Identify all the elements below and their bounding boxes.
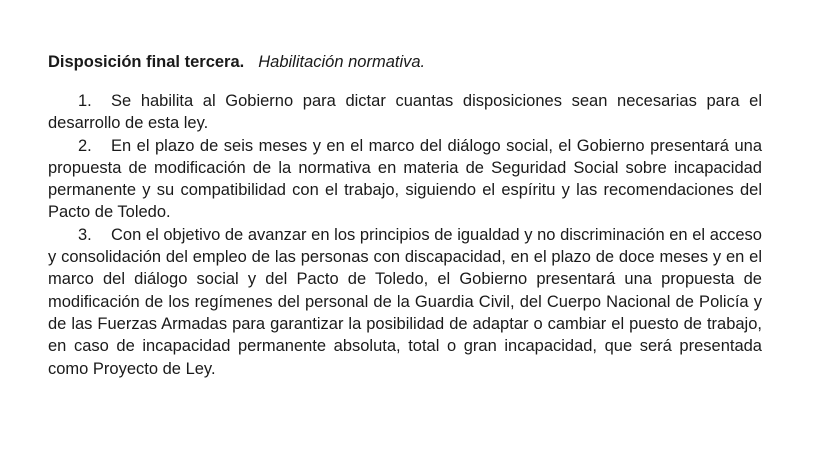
paragraph-text: Con el objetivo de avanzar en los principios de igualdad y no discriminación en el acceso y consolidación del empleo de las personas con discapacidad, en el plazo de doce meses y en el marco del diálogo social y del Pacto de Toledo, el Gobierno presentará una propuesta de modificación de los regímenes del personal de la Guardia Civil, del Cuerpo Nacional de Policía y de las Fuerzas Armadas para garantizar la posibilidad de adaptar o cambiar el puesto de trabajo, en caso de incapacidad permanente absoluta, total o gran incapacidad, que será presentada como Proyecto de Ley. xyxy=(48,225,762,378)
section-heading xyxy=(48,51,762,73)
paragraph-number: 1. xyxy=(78,92,92,110)
paragraph-1 xyxy=(48,90,762,135)
heading-subtitle: Habilitación normativa. xyxy=(258,53,426,71)
heading-title: Disposición final tercera. xyxy=(48,53,245,71)
paragraph-3 xyxy=(48,224,762,380)
paragraph-number: 2. xyxy=(78,136,92,155)
paragraph-number: 3. xyxy=(78,225,92,244)
paragraph-2 xyxy=(48,135,762,224)
paragraph-text: Se habilita al Gobierno para dictar cuantas disposiciones sean necesarias para el desarrollo de esta ley. xyxy=(48,92,762,133)
document xyxy=(48,51,762,380)
paragraph-text: En el plazo de seis meses y en el marco del diálogo social, el Gobierno presentará una propuesta de modificación de la normativa en materia de Seguridad Social sobre incapacidad permanente y su compatibilidad con el trabajo, siguiendo el espíritu y las recomendaciones del Pacto de Toledo. xyxy=(48,136,762,222)
